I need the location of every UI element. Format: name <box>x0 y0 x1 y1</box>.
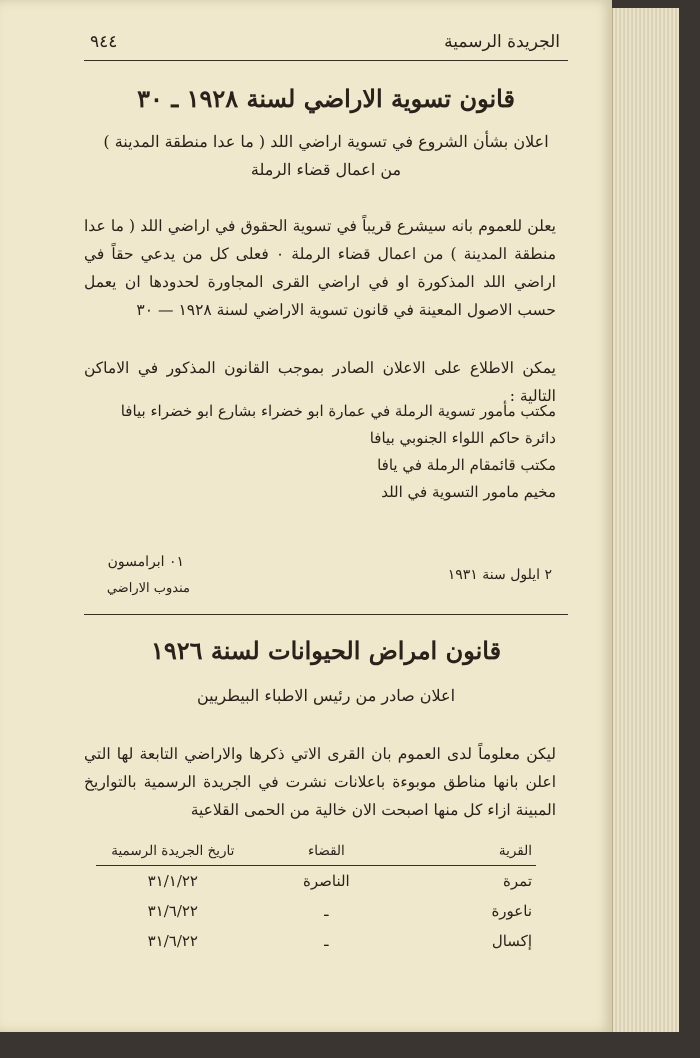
signatory-name: ٠١ ابرامسون <box>107 554 184 570</box>
date-cell: ٣١/٦/٢٢ <box>147 932 198 950</box>
table-row <box>96 926 536 956</box>
signatory-title: مندوب الاراضي <box>106 581 190 596</box>
section1-subtitle: اعلان بشأن الشروع في تسوية اراضي اللد ( ما عدا منطقة المدينة ) <box>103 132 549 151</box>
places-list <box>116 398 556 506</box>
publication-date: ٢ ايلول سنة ١٩٣١ <box>447 567 552 583</box>
section1-places-intro: يمكن الاطلاع على الاعلان الصادر بموجب القانون المذكور في الاماكن التالية : <box>84 359 556 405</box>
header-rule <box>84 60 568 61</box>
village-cell: إكسال <box>491 932 532 950</box>
list-item: مخيم مامور التسوية في اللد <box>381 483 556 501</box>
section1-subtitle-district: من اعمال قضاء الرملة <box>250 160 402 179</box>
village-cell: تمرة <box>503 872 532 890</box>
section-divider <box>84 614 568 615</box>
list-item: مكتب قائمقام الرملة في يافا <box>377 456 556 474</box>
table-row <box>96 896 536 926</box>
column-header-village: القرية <box>403 843 536 866</box>
list-item: دائرة حاكم اللواء الجنوبي بيافا <box>369 429 556 447</box>
section1-paragraph: يعلن للعموم بانه سيشرع قريباً في تسوية الحقوق في اراضي اللد ( ما عدا منطقة المدينة ) من اعمال قضاء الرملة ٠ فعلى كل من يدعي حقاً في اراضي اللد المذكورة او في اراضي القرى المجاورة لحدودها ان يعمل حسب الاصول المعينة في قانون تسوية الاراضي لسنة ١٩٢٨ — ٣٠ <box>84 217 556 319</box>
section1-title: قانون تسوية الاراضي لسنة ١٩٢٨ ـ ٣٠ <box>137 84 515 113</box>
page-header <box>90 28 560 60</box>
section2-subtitle: اعلان صادر من رئيس الاطباء البيطريين <box>196 686 456 705</box>
table-header-row <box>96 843 536 866</box>
subdistrict-cell: الناصرة <box>303 872 350 890</box>
section2-paragraph: ليكن معلوماً لدى العموم بان القرى الاتي ذكرها والاراضي التابعة لها التي اعلن بانها مناطق موبوءة باعلانات نشرت في الجريدة الرسمية بالتواريخ المبينة ازاء كل منها اصبحت الان خالية من الحمى القلاعية <box>84 745 556 819</box>
table-row <box>96 866 536 897</box>
page-number: ٩٤٤ <box>90 32 118 52</box>
villages-table <box>96 843 536 956</box>
date-cell: ٣١/٦/٢٢ <box>147 902 198 920</box>
subdistrict-cell: ـ <box>324 902 329 920</box>
list-item: مكتب مأمور تسوية الرملة في عمارة ابو خضراء بشارع ابو خضراء بيافا <box>120 402 556 420</box>
column-header-date: تاريخ الجريدة الرسمية <box>96 843 250 866</box>
village-cell: ناعورة <box>491 902 532 920</box>
column-header-subdistrict: القضاء <box>250 843 404 866</box>
book-page-edges <box>612 8 679 1032</box>
section2-title: قانون امراض الحيوانات لسنة ١٩٢٦ <box>150 636 502 665</box>
running-title: الجريدة الرسمية <box>444 32 560 52</box>
subdistrict-cell: ـ <box>324 932 329 950</box>
date-cell: ٣١/١/٢٢ <box>147 872 198 890</box>
